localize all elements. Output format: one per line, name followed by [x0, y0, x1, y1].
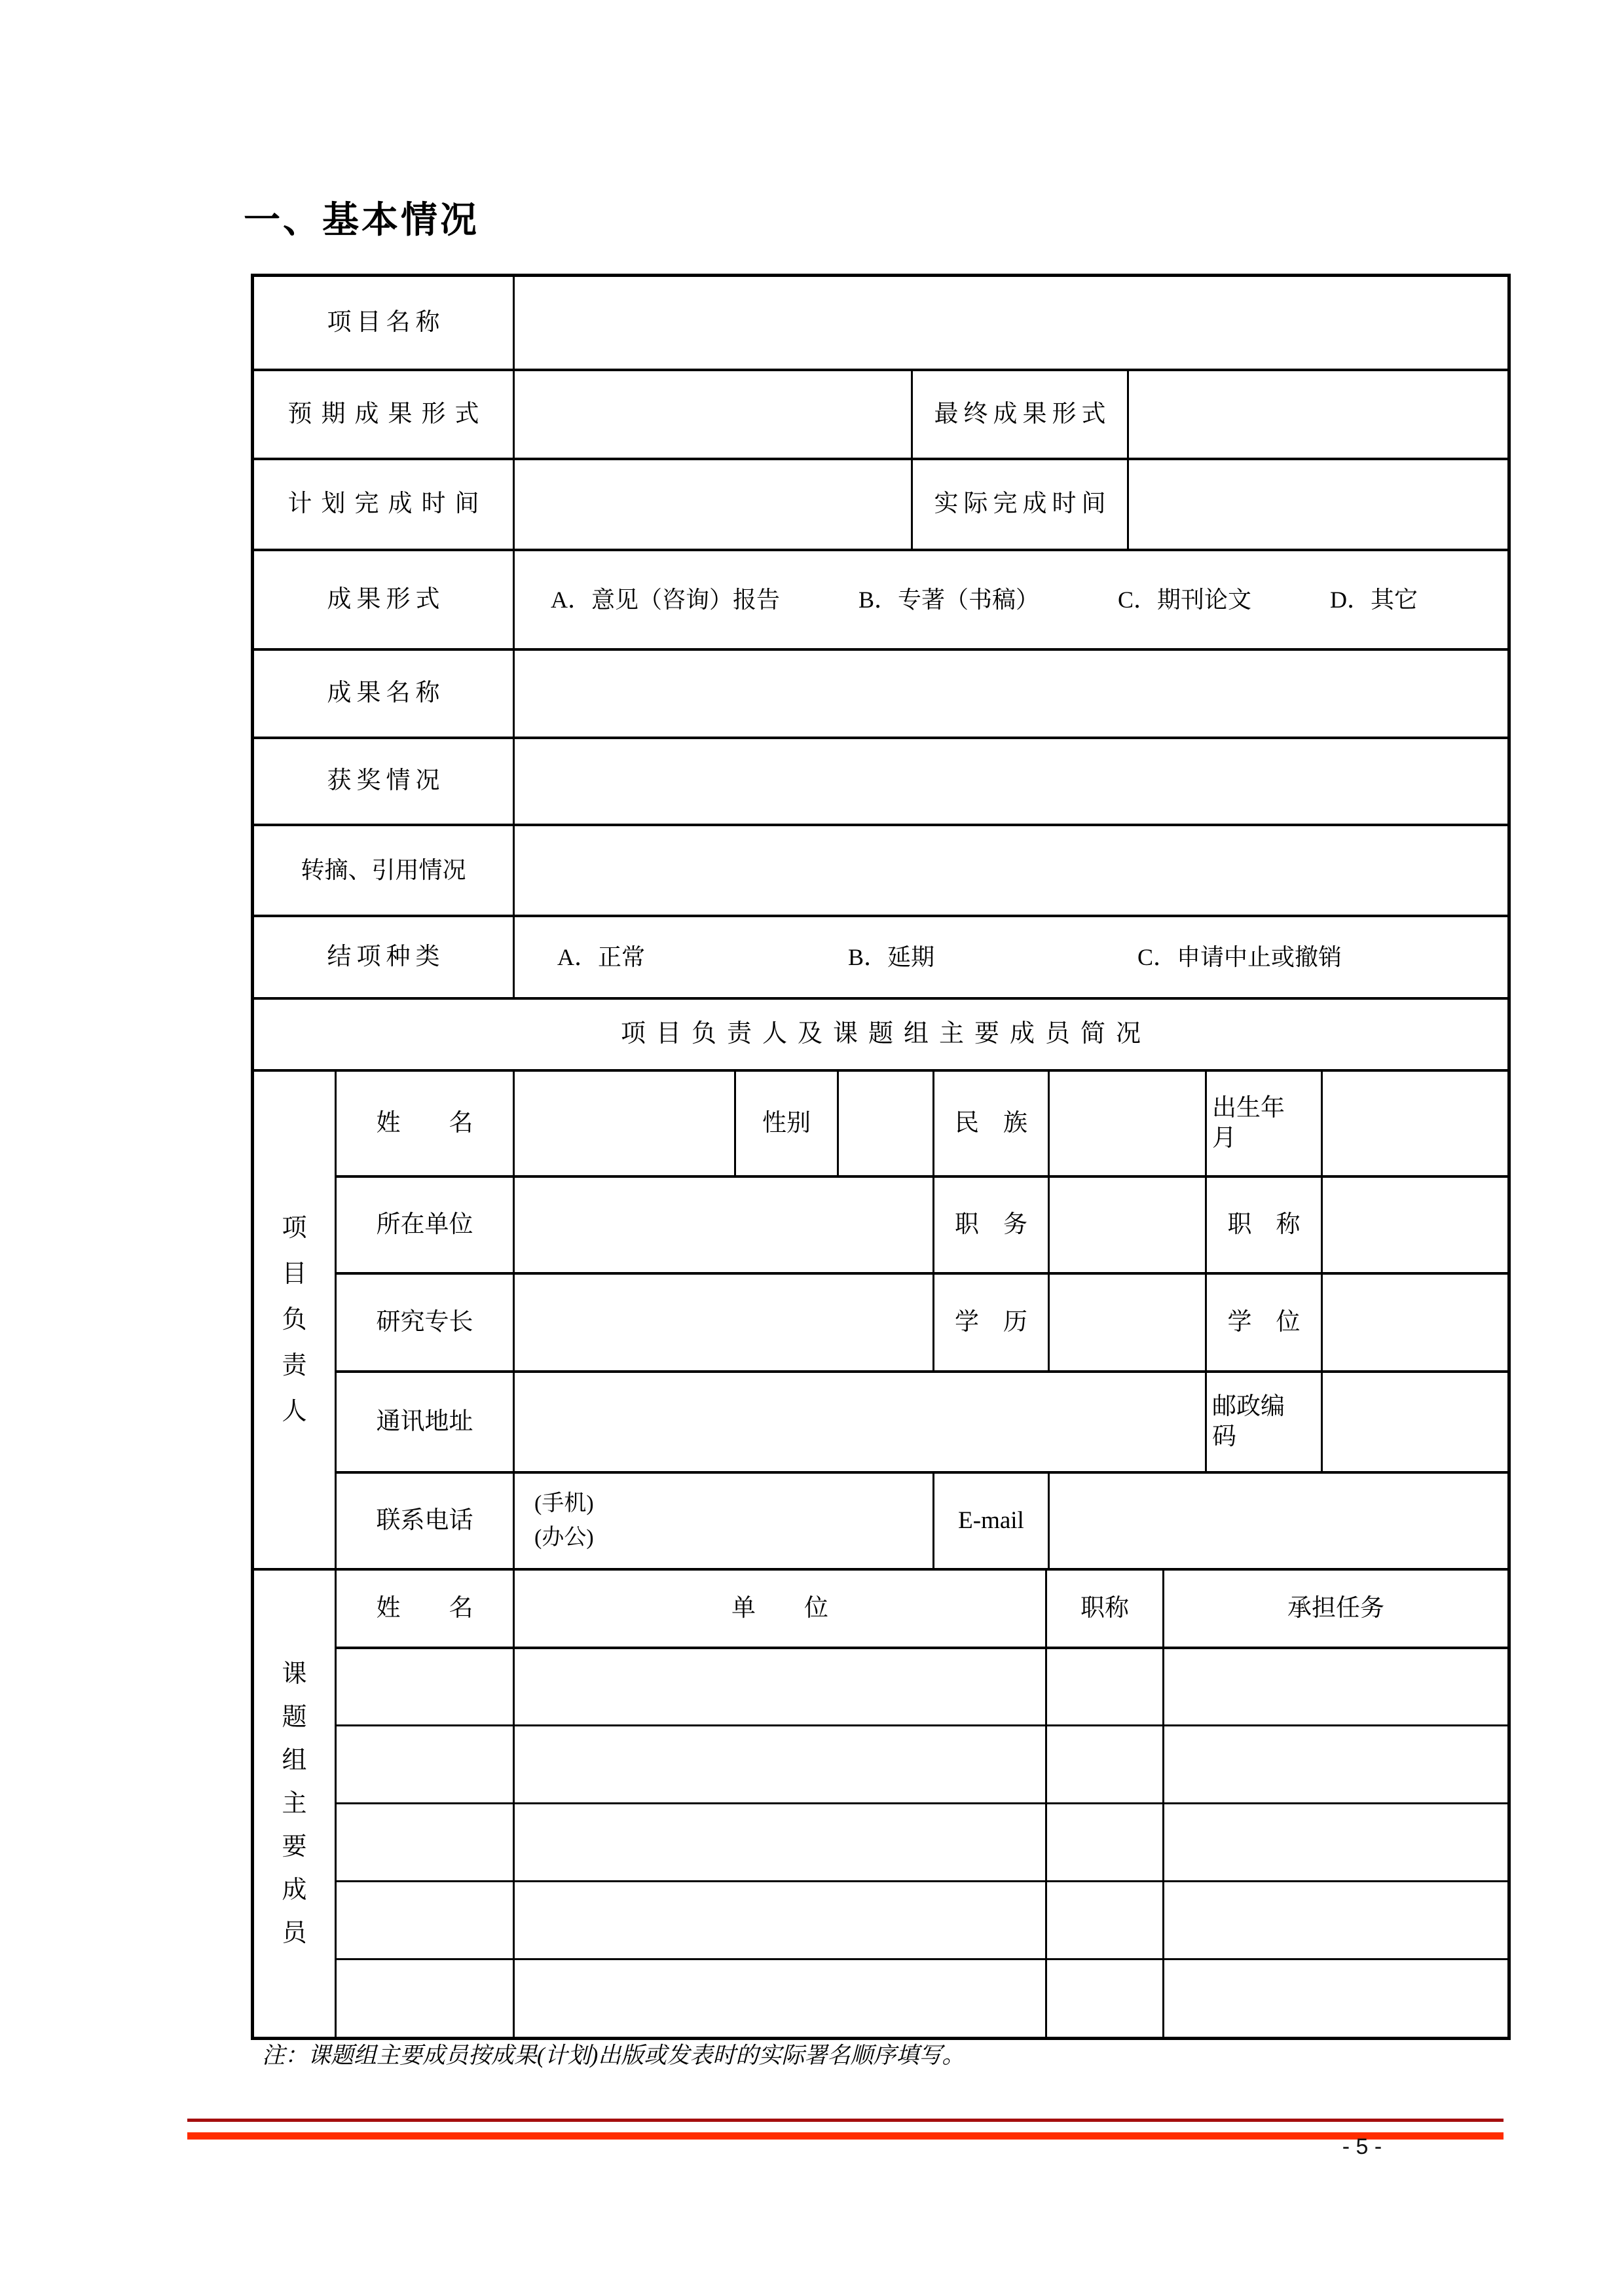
specialty-label: 研究专长 — [337, 1275, 515, 1370]
result-form-option-a[interactable]: A．意见（咨询）报告 — [551, 586, 780, 613]
expected-result-label: 预期成果形式 — [254, 371, 515, 458]
member-name-header: 姓 名 — [337, 1571, 515, 1647]
member-row-4-unit[interactable] — [515, 1882, 1047, 1958]
citation-label: 转摘、引用情况 — [254, 826, 515, 915]
award-label: 获奖情况 — [254, 739, 515, 824]
member-row-2-title[interactable] — [1047, 1726, 1164, 1802]
birth-input[interactable] — [1323, 1072, 1506, 1175]
phone-office-label: (办公) — [534, 1525, 594, 1550]
table-row — [337, 1272, 1507, 1370]
member-title-header: 职称 — [1047, 1571, 1164, 1647]
project-name-input[interactable] — [515, 277, 1507, 369]
table-row — [254, 824, 1507, 915]
leader-group-cell — [254, 1069, 337, 1568]
table-row — [254, 915, 1507, 997]
member-row-2-task[interactable] — [1164, 1726, 1507, 1802]
leader-name-label: 姓 名 — [337, 1072, 515, 1175]
member-row — [337, 1958, 1507, 2037]
member-row — [337, 1880, 1507, 1958]
result-name-input[interactable] — [515, 651, 1507, 737]
result-form-options — [515, 551, 1507, 648]
education-label: 学 历 — [934, 1275, 1050, 1370]
page-title: 一、基本情况 — [244, 199, 479, 240]
gender-input[interactable] — [839, 1072, 934, 1175]
member-row-1-task[interactable] — [1164, 1649, 1507, 1724]
ethnicity-input[interactable] — [1050, 1072, 1207, 1175]
member-row-5-name[interactable] — [337, 1960, 515, 2037]
completion-option-a[interactable]: A．正常 — [557, 943, 645, 970]
specialty-input[interactable] — [515, 1275, 934, 1370]
degree-label: 学 位 — [1207, 1275, 1323, 1370]
final-result-label: 最终成果形式 — [913, 371, 1129, 458]
member-row-5-task[interactable] — [1164, 1960, 1507, 2037]
section-header: 项目负责人及课题组主要成员简况 — [620, 1020, 1151, 1048]
project-name-label: 项目名称 — [254, 277, 515, 369]
expected-result-input[interactable] — [515, 371, 913, 458]
final-result-input[interactable] — [1129, 371, 1507, 458]
footnote: 注：课题组主要成员按成果(计划)出版或发表时的实际署名顺序填写。 — [262, 2043, 965, 2068]
result-form-label: 成果形式 — [254, 551, 515, 648]
result-form-option-c[interactable]: C．期刊论文 — [1118, 586, 1252, 613]
member-header-row — [337, 1568, 1507, 1647]
completion-option-b[interactable]: B．延期 — [848, 943, 935, 970]
planned-time-input[interactable] — [515, 460, 913, 549]
member-row-3-task[interactable] — [1164, 1804, 1507, 1880]
email-label: E-mail — [934, 1474, 1050, 1568]
planned-time-label: 计划完成时间 — [254, 460, 515, 549]
member-row-4-task[interactable] — [1164, 1882, 1507, 1958]
leader-group-label: 项目负责人 — [282, 1214, 307, 1425]
completion-type-label: 结项种类 — [254, 917, 515, 997]
award-input[interactable] — [515, 739, 1507, 824]
result-name-label: 成果名称 — [254, 651, 515, 737]
table-row — [337, 1471, 1507, 1568]
result-form-option-b[interactable]: B．专著（书稿） — [858, 586, 1040, 613]
title-input[interactable] — [1323, 1178, 1507, 1272]
member-row-4-name[interactable] — [337, 1882, 515, 1958]
member-row-3-name[interactable] — [337, 1804, 515, 1880]
actual-time-input[interactable] — [1129, 460, 1507, 549]
member-row-1-title[interactable] — [1047, 1649, 1164, 1724]
table-row — [254, 458, 1507, 549]
position-input[interactable] — [1050, 1178, 1207, 1272]
email-input[interactable] — [1050, 1474, 1507, 1568]
table-row — [254, 737, 1507, 824]
member-row-1-name[interactable] — [337, 1649, 515, 1724]
basic-info-table — [251, 274, 1511, 2040]
title-label: 职 称 — [1207, 1178, 1323, 1272]
members-group-cell — [254, 1568, 337, 2037]
member-row-3-title[interactable] — [1047, 1804, 1164, 1880]
member-row — [337, 1647, 1507, 1724]
completion-type-options — [515, 917, 1507, 997]
phone-label: 联系电话 — [337, 1474, 515, 1568]
address-label: 通讯地址 — [337, 1373, 515, 1471]
table-row — [254, 277, 1507, 369]
member-row-2-unit[interactable] — [515, 1726, 1047, 1802]
education-input[interactable] — [1050, 1275, 1207, 1370]
member-row-2-name[interactable] — [337, 1726, 515, 1802]
degree-input[interactable] — [1323, 1275, 1507, 1370]
member-task-header: 承担任务 — [1287, 1594, 1384, 1622]
birth-label: 出生年月 — [1207, 1072, 1323, 1175]
phone-mobile-label: (手机) — [534, 1491, 594, 1516]
member-row-5-title[interactable] — [1047, 1960, 1164, 2037]
table-row — [254, 648, 1507, 737]
table-row — [254, 369, 1507, 458]
result-form-option-d[interactable]: D．其它 — [1330, 586, 1418, 613]
member-row — [337, 1802, 1507, 1880]
postcode-label: 邮政编码 — [1207, 1373, 1323, 1471]
footer-rule-dark-red — [187, 2119, 1504, 2122]
table-row — [337, 1370, 1507, 1471]
table-row — [337, 1175, 1507, 1272]
member-unit-header: 单 位 — [515, 1571, 1047, 1647]
postcode-input[interactable] — [1323, 1373, 1507, 1471]
members-group-label: 课题组主要成员 — [282, 1660, 307, 1947]
member-row-5-unit[interactable] — [515, 1960, 1047, 2037]
member-row-1-unit[interactable] — [515, 1649, 1047, 1724]
unit-label: 所在单位 — [337, 1178, 515, 1272]
footer-rule-orange — [187, 2132, 1504, 2140]
unit-input[interactable] — [515, 1178, 934, 1272]
name-input[interactable] — [515, 1072, 736, 1175]
member-row-4-title[interactable] — [1047, 1882, 1164, 1958]
actual-time-label: 实际完成时间 — [913, 460, 1129, 549]
phone-input[interactable] — [515, 1474, 934, 1568]
member-row-3-unit[interactable] — [515, 1804, 1047, 1880]
address-input[interactable] — [515, 1373, 1207, 1471]
completion-option-c[interactable]: C．申请中止或撤销 — [1137, 943, 1342, 970]
table-row — [337, 1069, 1507, 1175]
table-row — [254, 549, 1507, 648]
ethnicity-label: 民 族 — [934, 1072, 1050, 1175]
page-number: - 5 - — [1342, 2134, 1382, 2159]
table-row — [254, 997, 1507, 1069]
gender-label: 性别 — [736, 1072, 839, 1175]
position-label: 职 务 — [934, 1178, 1050, 1272]
citation-input[interactable] — [515, 826, 1507, 915]
member-row — [337, 1724, 1507, 1802]
